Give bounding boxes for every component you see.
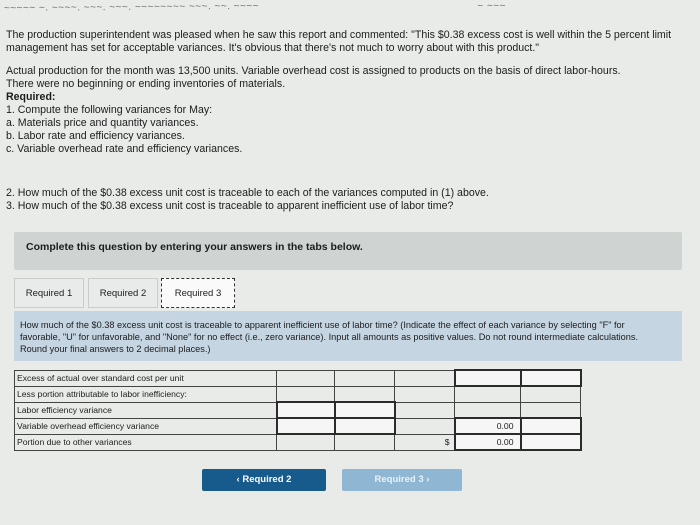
total-value: 0.00	[455, 434, 521, 450]
required-item: a. Materials price and quantity variances.	[6, 117, 199, 129]
row-label: Variable overhead efficiency variance	[15, 418, 277, 434]
required-item: b. Labor rate and efficiency variances.	[6, 130, 185, 142]
tab-required-3[interactable]: Required 3	[161, 278, 235, 308]
required-list	[6, 104, 700, 156]
cell	[335, 386, 395, 402]
row-label: Excess of actual over standard cost per unit	[15, 370, 277, 386]
answer-table	[14, 369, 582, 451]
cell	[395, 370, 455, 386]
next-tab-button[interactable]	[342, 469, 462, 491]
cell	[277, 434, 335, 450]
tab-required-1[interactable]: Required 1	[14, 278, 84, 308]
intro-paragraph-2	[6, 65, 700, 91]
dollar-sign: $	[395, 434, 455, 450]
table-row	[15, 370, 581, 386]
required-item: 1. Compute the following variances for May:	[6, 104, 213, 116]
table-row	[15, 434, 581, 450]
effect-select[interactable]	[335, 418, 395, 434]
question-panel	[14, 311, 682, 361]
cell	[277, 386, 335, 402]
next-tab-label: Required 3	[374, 474, 424, 485]
amount-input[interactable]	[277, 402, 335, 418]
problem-intro	[6, 29, 700, 156]
question-3: 3. How much of the $0.38 excess unit cost is traceable to apparent inefficient use of labor time?	[6, 200, 454, 212]
prev-tab-label: Required 2	[242, 474, 292, 485]
cutoff-header-text	[4, 0, 696, 17]
intro-p2-line2: There were no beginning or ending inventories of materials.	[6, 78, 286, 90]
required-heading: Required:	[6, 91, 56, 103]
amount-input[interactable]	[277, 418, 335, 434]
row-label: Less portion attributable to labor inefficiency:	[15, 386, 277, 402]
chevron-left-icon: ‹	[236, 474, 240, 485]
intro-p2-line1: Actual production for the month was 13,500 units. Variable overhead cost is assigned to products on the basis of direct labor-hours.	[6, 65, 621, 77]
required-item: c. Variable overhead rate and efficiency variances.	[6, 143, 243, 155]
intro-paragraph-1: The production superintendent was pleased when he saw this report and commented: "This $0.38 excess cost is well within the 5 percent limit management has set for acceptable variances. It's obvious that there's not much to worry about with this product."	[6, 29, 672, 54]
table-row	[15, 386, 581, 402]
cutoff-left: ~~~~~ ~. ~~~~. ~~~. ~~~. ~~~~~~~~ ~~~. ~~. ~~~~	[4, 0, 260, 15]
cell	[521, 402, 581, 418]
cell	[335, 370, 395, 386]
questions-list	[6, 187, 696, 213]
cell	[335, 434, 395, 450]
effect-select[interactable]	[521, 418, 581, 434]
cell	[277, 370, 335, 386]
instruction-bar	[14, 232, 682, 270]
effect-select[interactable]	[335, 402, 395, 418]
cutoff-right: ~ ~~~	[477, 0, 506, 12]
cell	[395, 386, 455, 402]
question-2: 2. How much of the $0.38 excess unit cost is traceable to each of the variances computed in (1) above.	[6, 187, 489, 199]
total-value: 0.00	[455, 418, 521, 434]
table-row	[15, 402, 581, 418]
cell	[455, 386, 521, 402]
row-label: Labor efficiency variance	[15, 402, 277, 418]
panel-instructions: How much of the $0.38 excess unit cost is traceable to apparent inefficient use of labor time? (Indicate the effect of each variance by selecting "F" for favorable, "U" for unfavorable, and "None" for no effect (i.e., zero variance). Input all amounts as positive values. Do not round intermediate calculations. Round your final answers to 2 decimal places.)	[20, 320, 639, 354]
effect-select[interactable]	[521, 370, 581, 386]
row-label: Portion due to other variances	[15, 434, 277, 450]
cell	[395, 402, 455, 418]
instruction-text: Complete this question by entering your answers in the tabs below.	[26, 241, 363, 253]
cell	[521, 386, 581, 402]
table-row	[15, 418, 581, 434]
chevron-right-icon: ›	[426, 474, 430, 485]
cell	[395, 418, 455, 434]
cell	[455, 402, 521, 418]
effect-select[interactable]	[521, 434, 581, 450]
prev-tab-button[interactable]	[202, 469, 326, 491]
tab-required-2[interactable]: Required 2	[88, 278, 158, 308]
amount-input[interactable]	[455, 370, 521, 386]
